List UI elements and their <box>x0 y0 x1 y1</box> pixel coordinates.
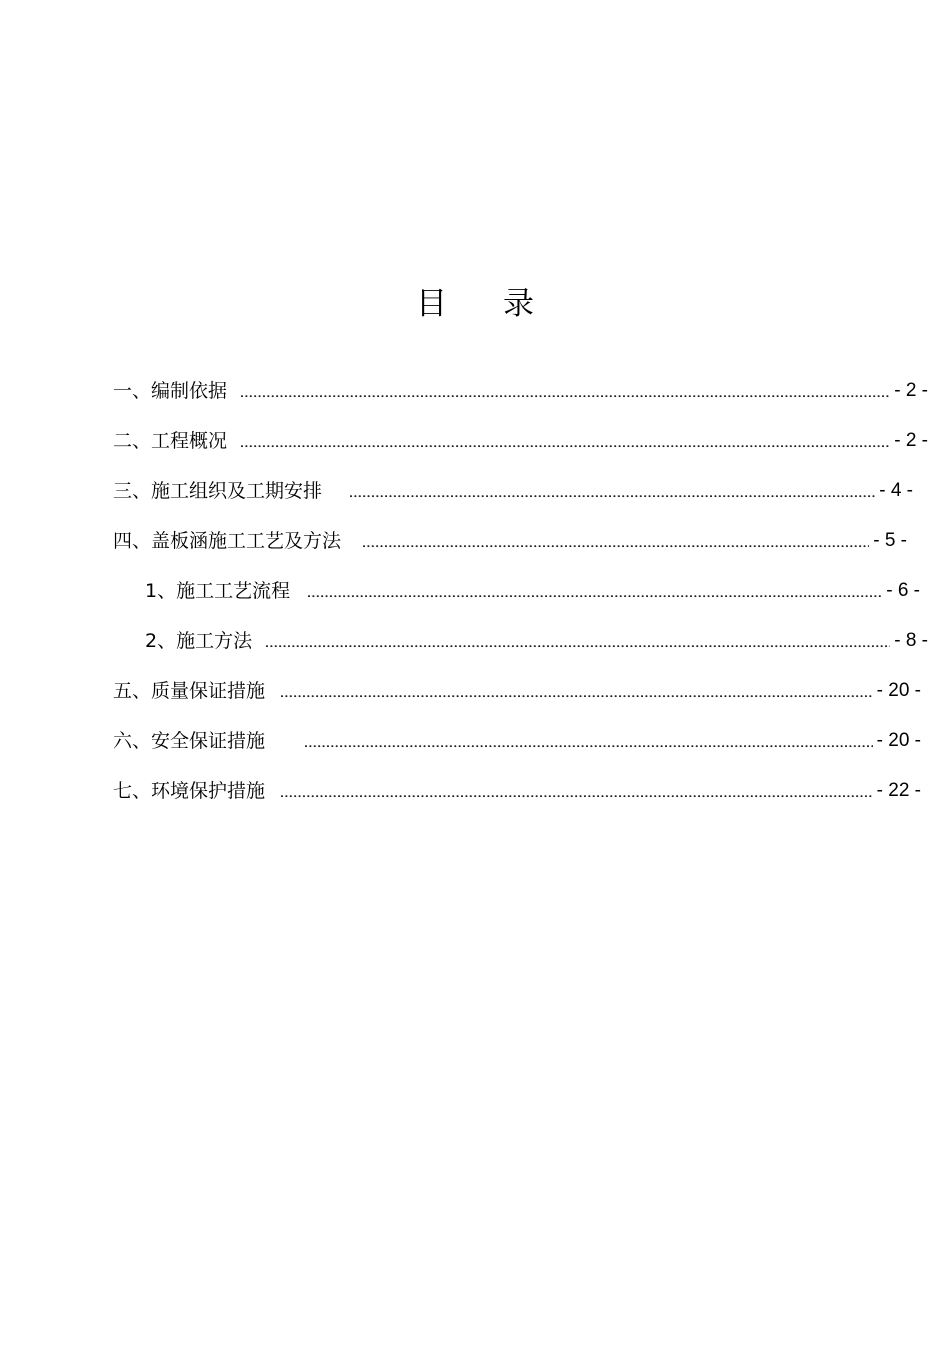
toc-subentry[interactable] <box>145 626 928 654</box>
toc-page-number: - 8 - <box>894 630 928 651</box>
toc-entry-label: 四、盖板涵施工工艺及方法 <box>113 530 342 552</box>
toc-title-char: 录 <box>503 286 590 322</box>
toc-entry-label: 2、施工方法 <box>145 630 253 652</box>
toc-page-number: - 2 - <box>894 380 928 401</box>
toc-page-number: - 20 - <box>876 730 921 751</box>
toc-page-number: - 5 - <box>873 530 907 551</box>
toc-page-number: - 22 - <box>876 780 921 801</box>
toc-entry[interactable] <box>113 476 913 504</box>
toc-entry[interactable] <box>113 426 928 454</box>
toc-title <box>0 284 950 324</box>
toc-entry-label: 七、环境保护措施 <box>113 780 266 802</box>
toc-entry-label: 1、施工工艺流程 <box>145 580 291 602</box>
toc-entry-label: 五、质量保证措施 <box>113 680 266 702</box>
toc-page-number: - 4 - <box>879 480 913 501</box>
toc-entry-label: 一、编制依据 <box>113 380 228 402</box>
toc-page-number: - 20 - <box>876 680 921 701</box>
toc-title-char: 目 <box>416 286 503 322</box>
toc-page-number: - 6 - <box>886 580 920 601</box>
toc-dot-leader <box>281 690 873 698</box>
toc-dot-leader <box>363 540 869 548</box>
toc-entry-label: 二、工程概况 <box>113 430 228 452</box>
toc-dot-leader <box>266 640 890 648</box>
toc-dot-leader <box>308 590 882 598</box>
toc-dot-leader <box>350 490 875 498</box>
toc-dot-leader <box>305 740 873 748</box>
toc-page-number: - 2 - <box>894 430 928 451</box>
toc-entry[interactable] <box>113 376 928 404</box>
toc-dot-leader <box>241 390 890 398</box>
toc-dot-leader <box>281 790 873 798</box>
toc-subentry[interactable] <box>145 576 920 604</box>
toc-entry[interactable] <box>113 676 921 704</box>
toc-entry[interactable] <box>113 726 921 754</box>
toc-dot-leader <box>241 440 890 448</box>
toc-entry-label: 三、施工组织及工期安排 <box>113 480 323 502</box>
toc-entry[interactable] <box>113 526 907 554</box>
toc-entry[interactable] <box>113 776 921 804</box>
toc-entry-label: 六、安全保证措施 <box>113 730 266 752</box>
